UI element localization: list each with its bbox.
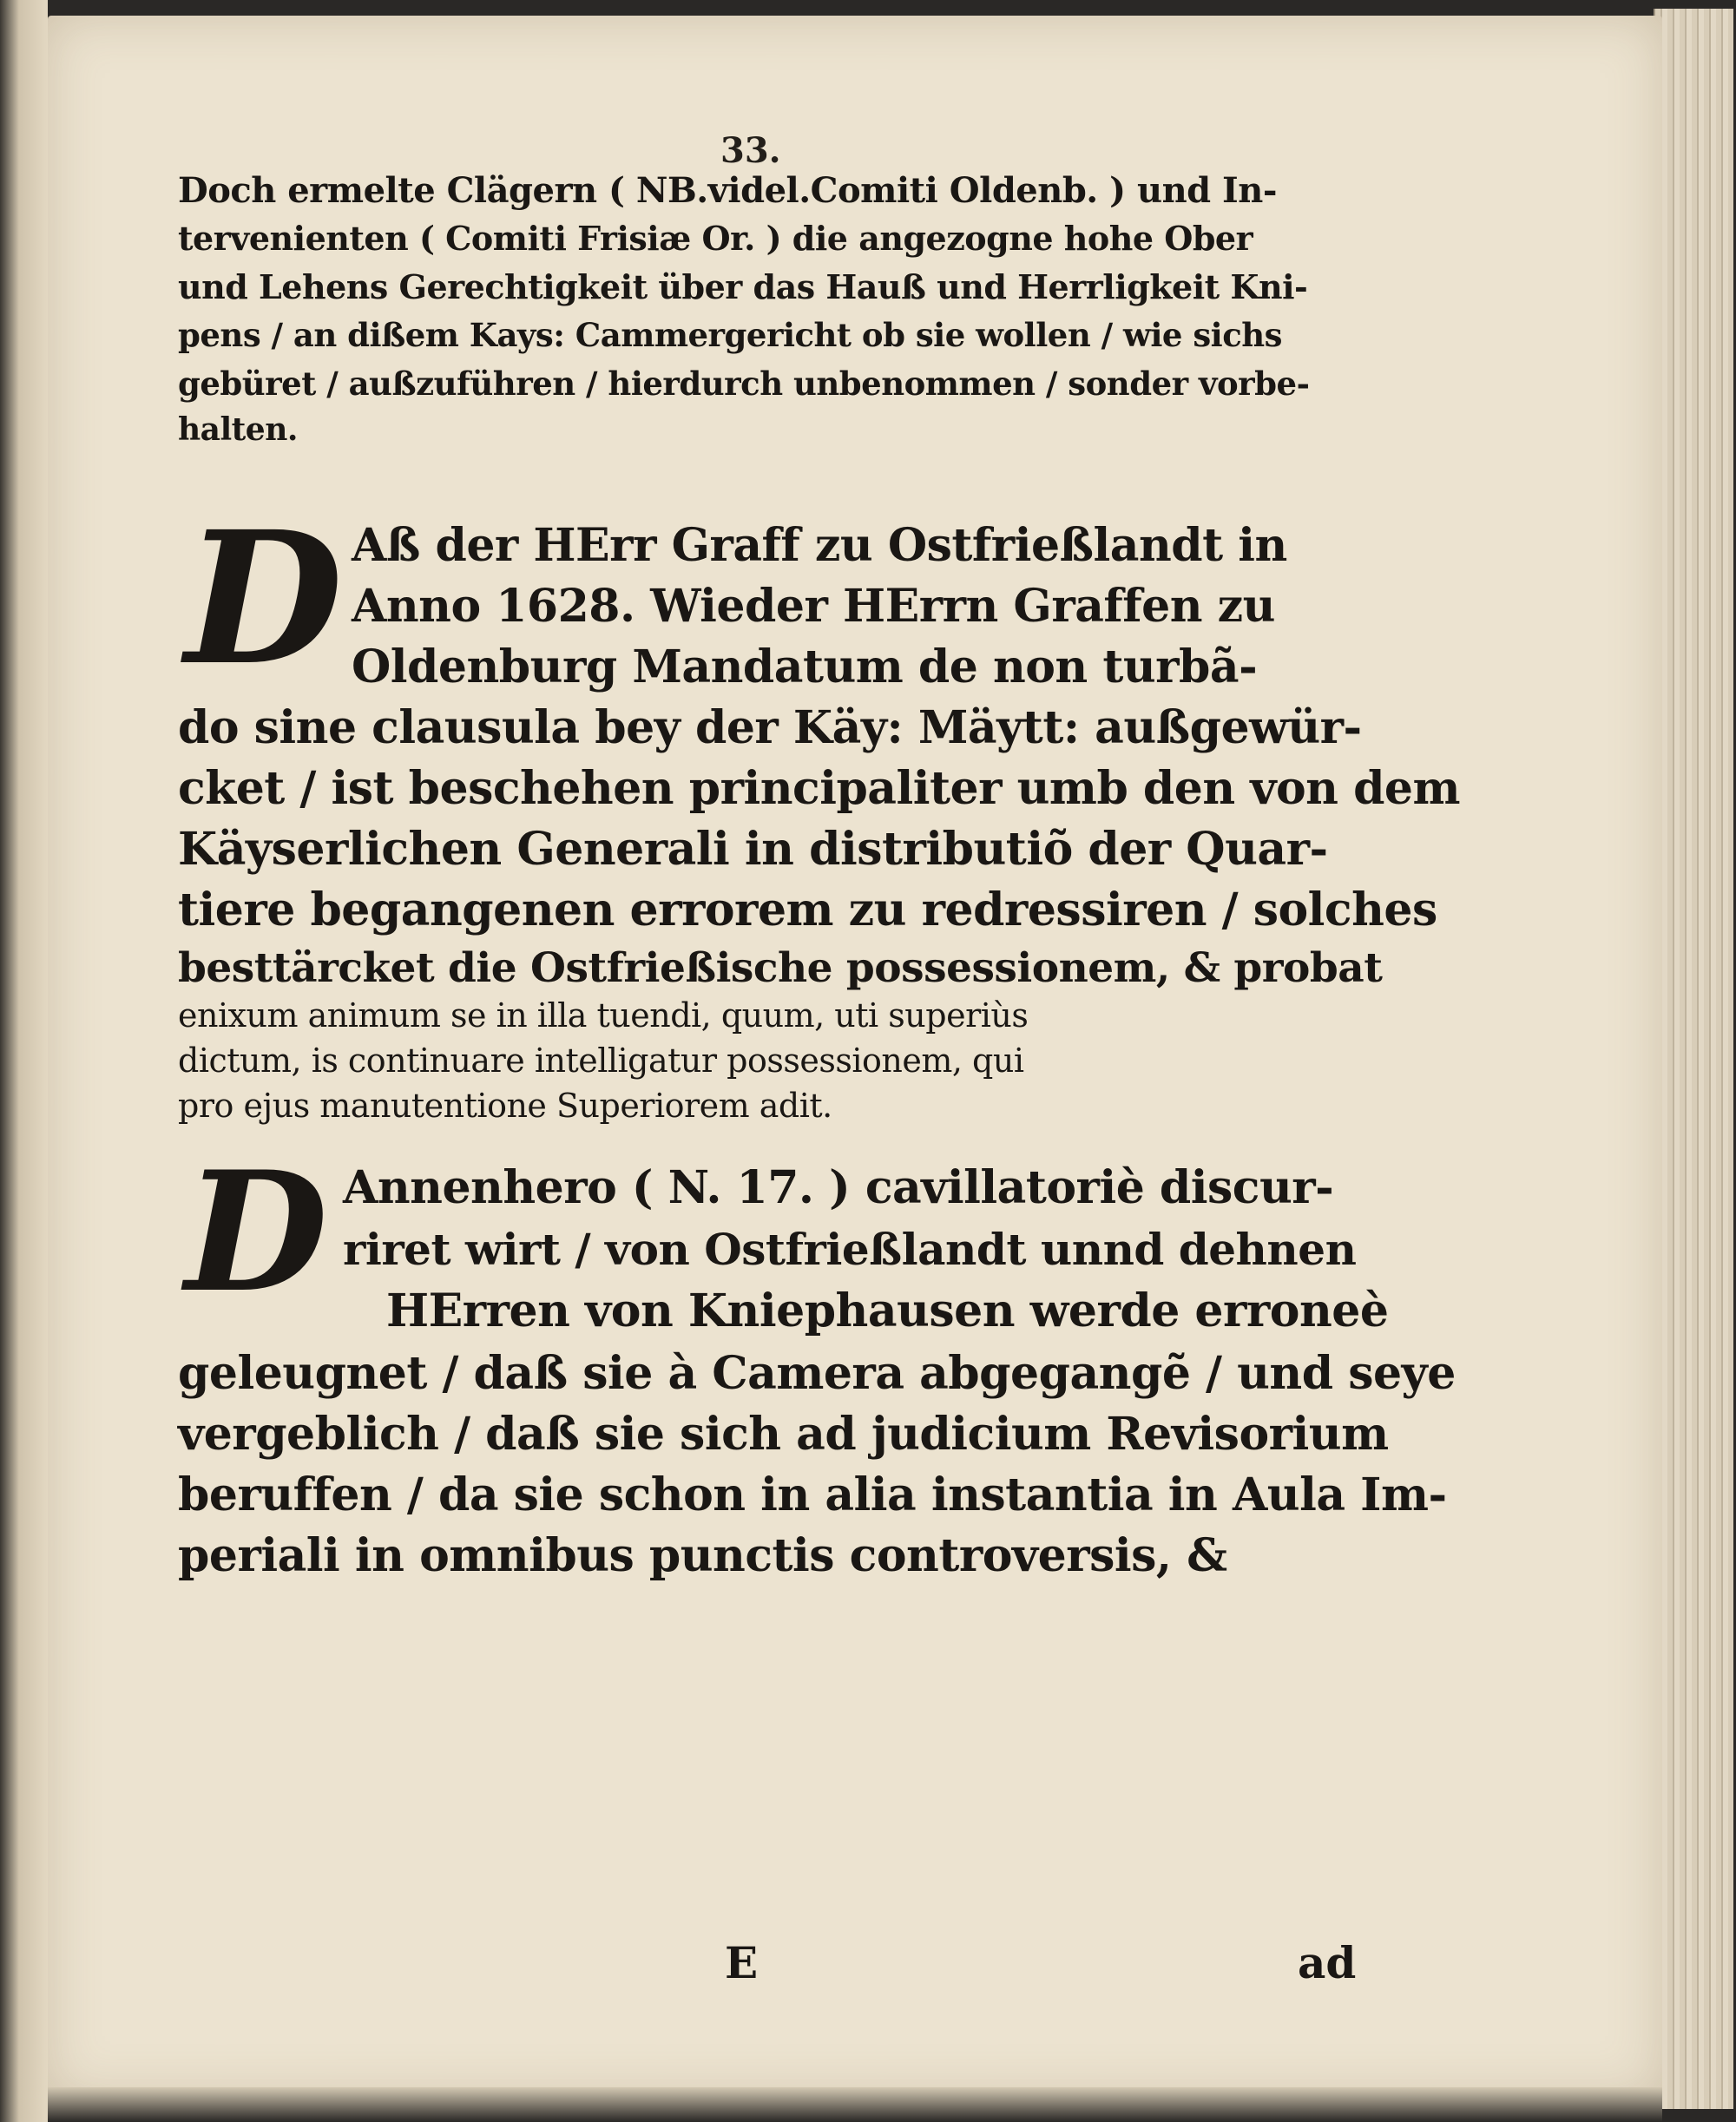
book-gutter bbox=[0, 0, 48, 2122]
text-line: cket / ist beschehen principaliter umb den von dem bbox=[178, 762, 1461, 815]
signature-mark: E bbox=[725, 1937, 759, 1988]
drop-cap-d: D bbox=[185, 1135, 328, 1329]
text-line: enixum animum se in illa tuendi, quum, uti superiùs bbox=[178, 996, 1029, 1035]
page-bottom-shadow bbox=[48, 2087, 1662, 2122]
text-line: riret wirt / von Ostfrießlandt unnd dehnen bbox=[343, 1224, 1357, 1275]
text-line: geleugnet / daß sie à Camera abgegangẽ / und seye bbox=[178, 1347, 1456, 1400]
text-line: beruffen / da sie schon in alia instantia in Aula Im- bbox=[178, 1468, 1447, 1521]
text-line: tiere begangenen errorem zu redressiren / solches bbox=[178, 884, 1437, 936]
text-line: Anno 1628. Wieder HErrn Graffen zu bbox=[352, 580, 1275, 633]
text-line: und Lehens Gerechtigkeit über das Hauß und Herrligkeit Kni- bbox=[178, 267, 1308, 306]
text-line: dictum, is continuare intelligatur possessionem, qui bbox=[178, 1041, 1024, 1080]
text-line: Käyserlichen Generali in distributiõ der Quar- bbox=[178, 823, 1328, 876]
text-line: periali in omnibus punctis controversis, & bbox=[178, 1529, 1227, 1582]
text-line: do sine clausula bey der Käy: Mäytt: außgewür- bbox=[178, 701, 1362, 754]
text-line: Doch ermelte Clägern ( NB.videl.Comiti Oldenb. ) und In- bbox=[178, 170, 1277, 211]
drop-cap-d: D bbox=[185, 491, 344, 706]
text-line: Oldenburg Mandatum de non turbã- bbox=[352, 641, 1258, 693]
text-line: tervenienten ( Comiti Frisiæ Or. ) die angezogne hohe Ober bbox=[178, 219, 1253, 258]
text-line: Aß der HErr Graff zu Ostfrießlandt in bbox=[352, 519, 1287, 572]
text-line: besttärcket die Ostfrießische possessionem, & probat bbox=[178, 944, 1383, 992]
text-line: halten. bbox=[178, 411, 298, 448]
catchword: ad bbox=[1298, 1937, 1357, 1988]
text-line: pro ejus manutentione Superiorem adit. bbox=[178, 1087, 832, 1125]
text-line: HErren von Kniephausen werde erroneè bbox=[386, 1284, 1389, 1337]
text-line: gebüret / außzuführen / hierdurch unbenommen / sonder vorbe- bbox=[178, 365, 1310, 403]
page-edges bbox=[1654, 9, 1733, 2109]
text-line: pens / an dißem Kays: Cammergericht ob sie wollen / wie sichs bbox=[178, 316, 1282, 354]
text-line: Annenhero ( N. 17. ) cavillatoriè discur- bbox=[343, 1161, 1334, 1214]
text-line: vergeblich / daß sie sich ad judicium Revisorium bbox=[178, 1408, 1389, 1461]
page-number: 33. bbox=[720, 130, 781, 171]
